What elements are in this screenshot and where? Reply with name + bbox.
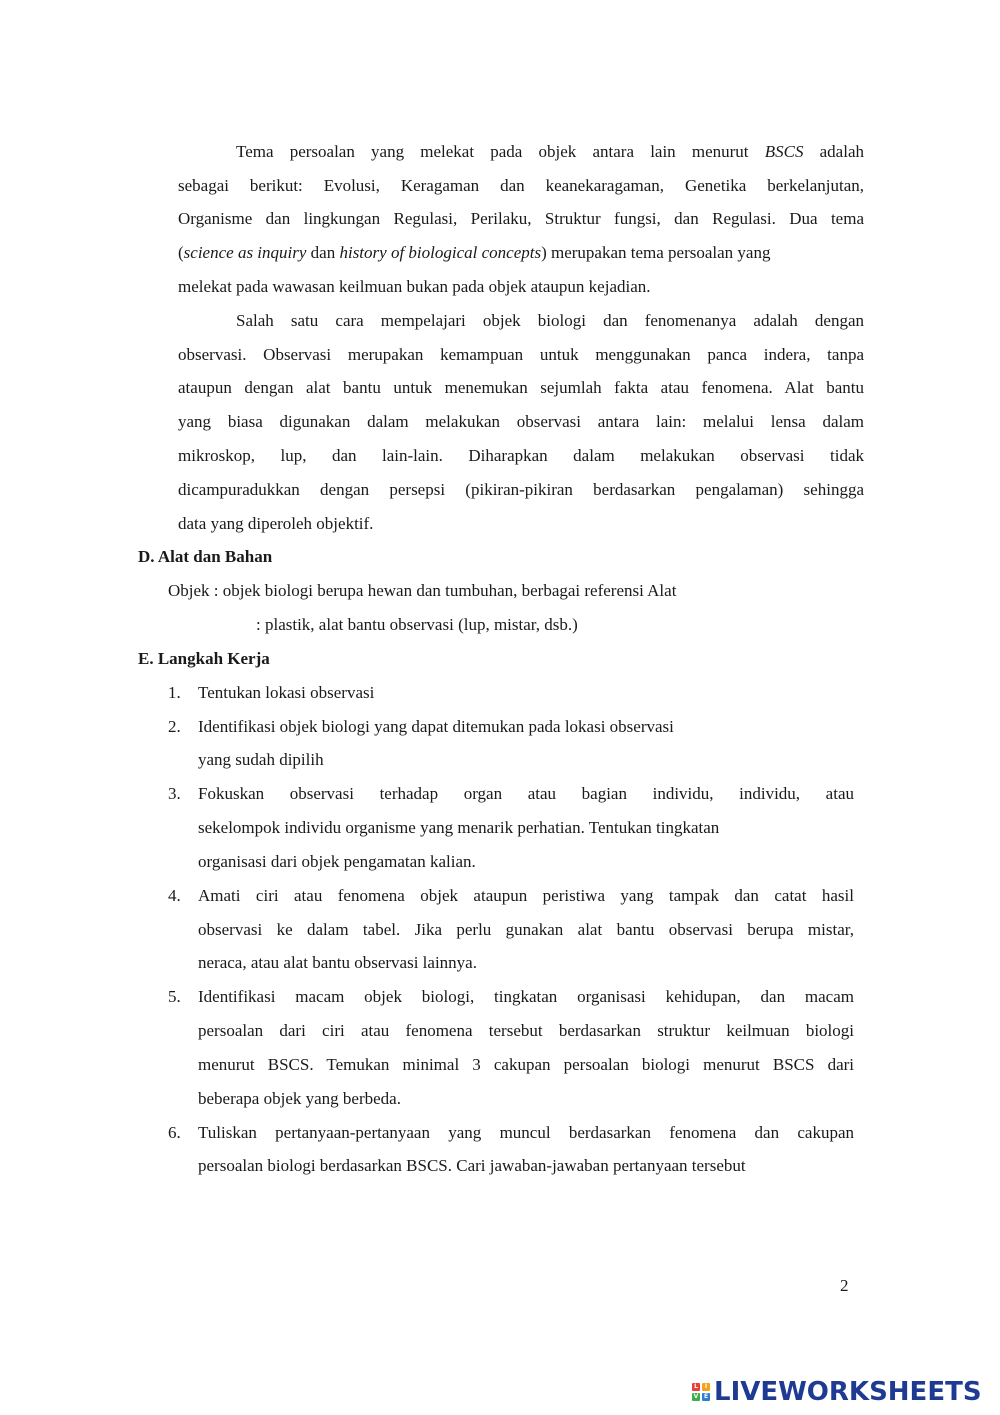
paragraph-1-line-3: Organisme dan lingkungan Regulasi, Perilaku, Struktur fungsi, dan Regulasi. Dua tema	[178, 209, 864, 228]
text-span-italic: BSCS	[764, 142, 804, 161]
liveworksheets-logo-text: LIVEWORKSHEETS	[714, 1377, 982, 1407]
step-3-number: 3.	[168, 784, 181, 803]
paragraph-2-line-5: mikroskop, lup, dan lain-lain. Diharapkan dalam melakukan observasi tidak	[178, 446, 864, 465]
section-d-line-1: Objek : objek biologi berupa hewan dan tumbuhan, berbagai referensi Alat	[168, 581, 677, 600]
paragraph-2-line-7: data yang diperoleh objektif.	[178, 514, 374, 533]
liveworksheets-logo-icon	[692, 1383, 710, 1401]
section-d-heading: D. Alat dan Bahan	[138, 547, 273, 566]
paragraph-1-line-1	[236, 135, 864, 169]
step-5-line-1: Identifikasi macam objek biologi, tingkatan organisasi kehidupan, dan macam	[198, 987, 854, 1006]
step-3-line-2: sekelompok individu organisme yang menarik perhatian. Tentukan tingkatan	[198, 818, 720, 837]
section-d-line-2: : plastik, alat bantu observasi (lup, mistar, dsb.)	[256, 615, 578, 634]
paragraph-1-line-4	[178, 236, 770, 270]
liveworksheets-logo	[692, 1374, 982, 1410]
paragraph-2-line-1: Salah satu cara mempelajari objek biologi dan fenomenanya adalah dengan	[236, 311, 864, 330]
step-4-line-1: Amati ciri atau fenomena objek ataupun peristiwa yang tampak dan catat hasil	[198, 886, 854, 905]
text-span: adalah	[819, 142, 864, 161]
step-4-number: 4.	[168, 886, 181, 905]
paragraph-2-line-2: observasi. Observasi merupakan kemampuan untuk menggunakan panca indera, tanpa	[178, 345, 864, 364]
logo-square-e: E	[703, 1393, 709, 1400]
text-span: Tema persoalan yang melekat pada objek antara lain menurut	[236, 142, 749, 161]
step-4-line-3: neraca, atau alat bantu observasi lainnya.	[198, 953, 477, 972]
step-5-line-2: persoalan dari ciri atau fenomena tersebut berdasarkan struktur keilmuan biologi	[198, 1021, 854, 1040]
text-span: dan	[306, 243, 340, 262]
step-2-line-2: yang sudah dipilih	[198, 750, 324, 769]
step-5-line-3: menurut BSCS. Temukan minimal 3 cakupan persoalan biologi menurut BSCS dari	[198, 1055, 854, 1074]
step-2-number: 2.	[168, 717, 181, 736]
step-2-line-1: Identifikasi objek biologi yang dapat ditemukan pada lokasi observasi	[198, 717, 674, 736]
step-1-line-1: Tentukan lokasi observasi	[198, 683, 375, 702]
section-e-heading: E. Langkah Kerja	[138, 649, 270, 668]
step-6-line-1: Tuliskan pertanyaan-pertanyaan yang muncul berdasarkan fenomena dan cakupan	[198, 1123, 854, 1142]
step-5-number: 5.	[168, 987, 181, 1006]
paragraph-2-line-4: yang biasa digunakan dalam melakukan observasi antara lain: melalui lensa dalam	[178, 412, 864, 431]
step-5-line-4: beberapa objek yang berbeda.	[198, 1089, 401, 1108]
logo-square-i: I	[702, 1383, 710, 1391]
step-6-number: 6.	[168, 1123, 181, 1142]
paragraph-1-line-2: sebagai berikut: Evolusi, Keragaman dan keanekaragaman, Genetika berkelanjutan,	[178, 176, 864, 195]
logo-square-l: L	[692, 1383, 700, 1391]
step-6-line-2: persoalan biologi berdasarkan BSCS. Cari jawaban-jawaban pertanyaan tersebut	[198, 1156, 746, 1175]
text-span: ) merupakan tema persoalan yang	[541, 243, 771, 262]
paragraph-2-line-6: dicampuradukkan dengan persepsi (pikiran-pikiran berdasarkan pengalaman) sehingga	[178, 480, 864, 499]
page-number: 2	[840, 1276, 849, 1295]
logo-square-v: V	[693, 1393, 699, 1400]
text-span-italic: science as inquiry	[183, 243, 307, 262]
paragraph-1-line-5: melekat pada wawasan keilmuan bukan pada objek ataupun kejadian.	[178, 277, 651, 296]
step-4-line-2: observasi ke dalam tabel. Jika perlu gunakan alat bantu observasi berupa mistar,	[198, 920, 854, 939]
step-3-line-1: Fokuskan observasi terhadap organ atau bagian individu, individu, atau	[198, 784, 854, 803]
paragraph-2-line-3: ataupun dengan alat bantu untuk menemukan sejumlah fakta atau fenomena. Alat bantu	[178, 378, 864, 397]
text-span: (	[178, 243, 184, 262]
step-1-number: 1.	[168, 683, 181, 702]
step-3-line-3: organisasi dari objek pengamatan kalian.	[198, 852, 476, 871]
text-span-italic: history of biological concepts	[339, 243, 542, 262]
